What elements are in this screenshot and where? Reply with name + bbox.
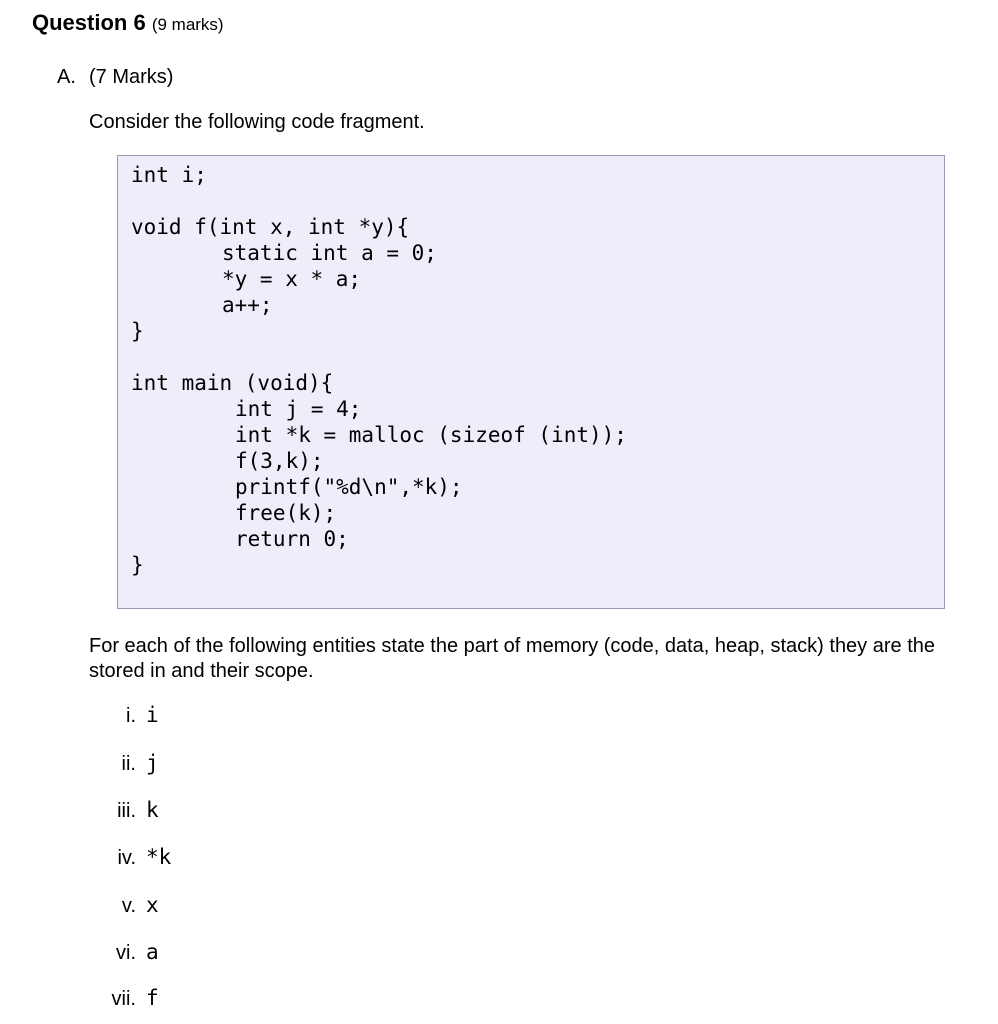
list-entity: k [146, 798, 159, 822]
list-numeral: vii. [111, 988, 136, 1010]
code-line: return 0; [235, 527, 349, 551]
part-a-marks: (7 Marks) [89, 66, 174, 88]
part-a-intro: Consider the following code fragment. [89, 111, 425, 133]
code-line: void f(int x, int *y){ [131, 215, 410, 239]
list-item [90, 701, 290, 729]
question-title: Question 6 [32, 10, 146, 35]
list-numeral: iii. [117, 800, 136, 822]
code-line: int j = 4; [235, 397, 362, 421]
list-entity: i [146, 703, 159, 727]
list-entity: *k [146, 845, 172, 869]
code-line: int i; [131, 163, 207, 187]
list-item [90, 796, 290, 824]
list-item [90, 984, 290, 1012]
list-entity: f [146, 986, 159, 1010]
code-line: free(k); [235, 501, 337, 525]
list-item [90, 843, 290, 871]
code-line: int main (void){ [131, 371, 334, 395]
part-a-heading [57, 64, 173, 90]
part-a-instructions: For each of the following entities state the part of memory (code, data, heap, stack) they are the stored in and their scope. [89, 635, 936, 682]
list-numeral: vi. [116, 942, 136, 964]
list-numeral: i. [126, 705, 136, 727]
code-line: f(3,k); [235, 449, 324, 473]
question-heading [32, 8, 224, 40]
list-entity: a [146, 940, 159, 964]
code-line: a++; [222, 293, 273, 317]
code-line: } [131, 319, 144, 343]
code-line: printf("%d\n",*k); [235, 475, 463, 499]
part-a-letter: A. [57, 66, 76, 88]
list-entity: x [146, 893, 159, 917]
list-item [90, 891, 290, 919]
list-numeral: v. [121, 895, 136, 917]
list-numeral: iv. [117, 847, 136, 869]
list-entity: j [146, 751, 159, 775]
code-line: *y = x * a; [222, 267, 362, 291]
code-line: static int a = 0; [222, 241, 437, 265]
question-marks: (9 marks) [151, 15, 224, 34]
list-item [90, 938, 290, 966]
code-line: int *k = malloc (sizeof (int)); [235, 423, 627, 447]
list-item [90, 749, 290, 777]
list-numeral: ii. [121, 753, 136, 775]
code-line: } [131, 553, 144, 577]
code-fragment [117, 155, 945, 609]
